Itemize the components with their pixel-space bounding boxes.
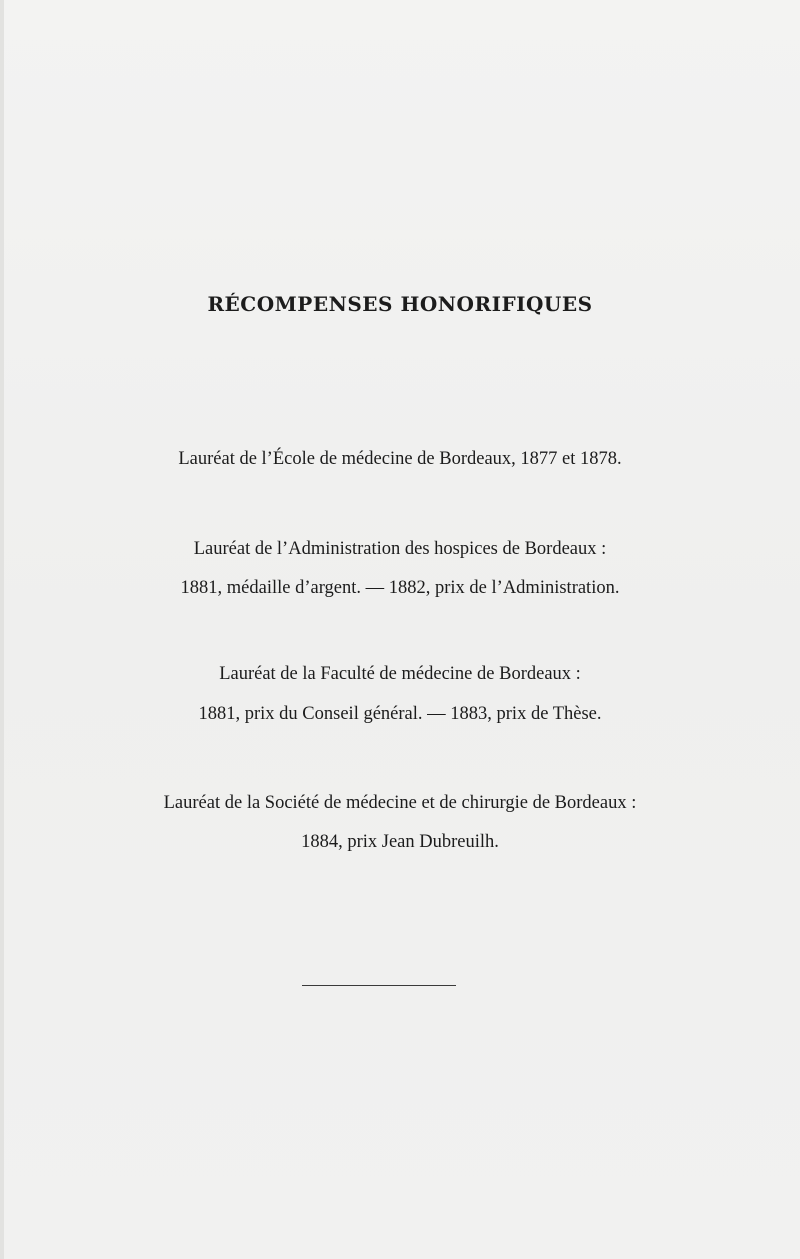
closing-rule [302,985,456,987]
award-administration-details: 1881, médaille d’argent. — 1882, prix de l’Administration. [180,578,620,598]
award-faculte-heading: Lauréat de la Faculté de médecine de Bordeaux : [219,664,581,684]
award-faculte-details: 1881, prix du Conseil général. — 1883, prix de Thèse. [198,704,602,724]
page-edge [0,0,4,1259]
award-administration-heading: Lauréat de l’Administration des hospices de Bordeaux : [193,539,607,559]
award-ecole-medecine: Lauréat de l’École de médecine de Bordeaux, 1877 et 1878. [178,449,622,469]
page-title: RÉCOMPENSES HONORIFIQUES [207,292,593,316]
award-societe-details: 1884, prix Jean Dubreuilh. [301,832,499,852]
award-societe-heading: Lauréat de la Société de médecine et de chirurgie de Bordeaux : [163,793,637,813]
